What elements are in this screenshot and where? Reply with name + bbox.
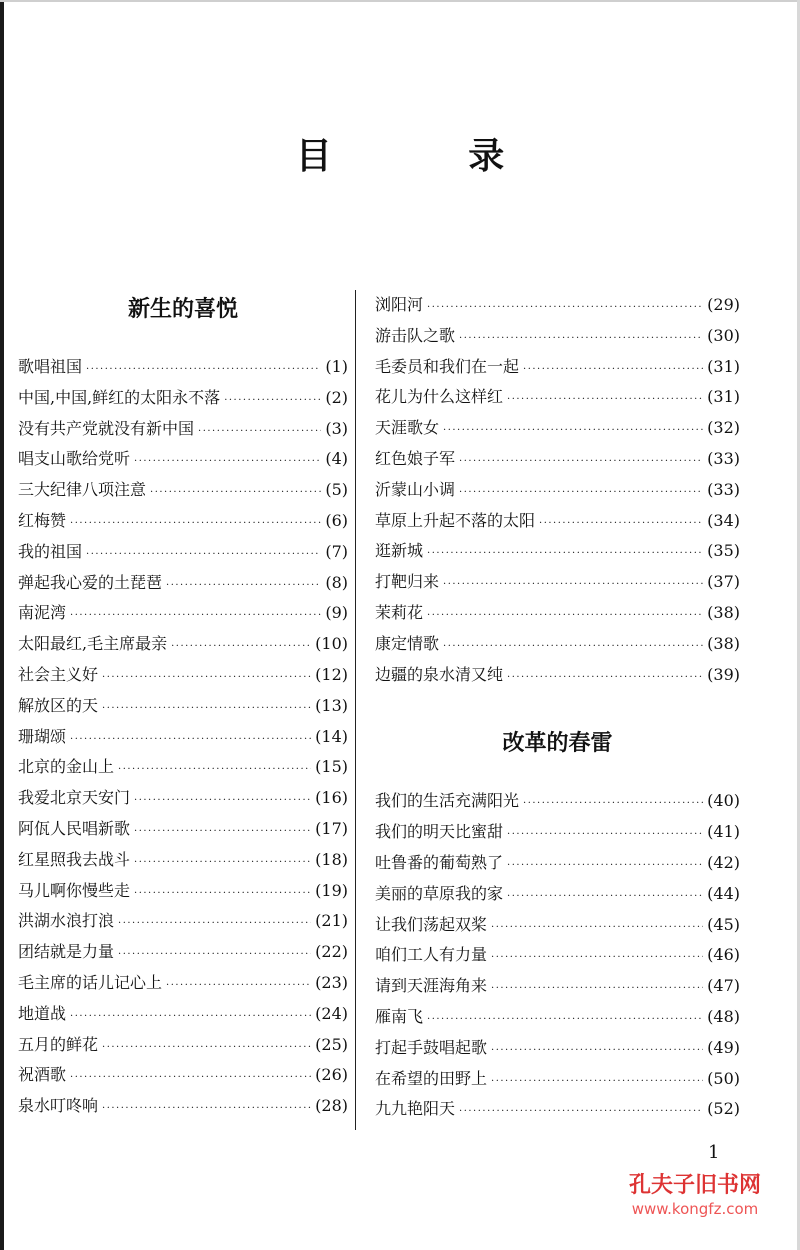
toc-leader-dots bbox=[150, 478, 321, 509]
toc-entry-title: 我爱北京天安门 bbox=[18, 788, 131, 808]
toc-entry-title: 雁南飞 bbox=[375, 1006, 424, 1026]
toc-leader-dots bbox=[443, 416, 703, 447]
toc-entry-page: (21) bbox=[315, 911, 348, 931]
toc-entry-page: (24) bbox=[315, 1003, 348, 1023]
toc-leader-dots bbox=[86, 540, 321, 571]
toc-entry-page: (13) bbox=[315, 695, 348, 715]
toc-entry-page: (49) bbox=[707, 1037, 740, 1057]
watermark-url: www.kongfz.com bbox=[631, 1200, 759, 1218]
toc-entry-title: 茉莉花 bbox=[375, 602, 424, 622]
toc-entry-page: (52) bbox=[707, 1099, 740, 1119]
toc-entry-page: (16) bbox=[315, 788, 348, 808]
toc-entry-title: 打靶归来 bbox=[375, 572, 440, 592]
toc-entry-page: (32) bbox=[707, 418, 740, 438]
toc-entry-title: 社会主义好 bbox=[18, 664, 99, 684]
toc-entry bbox=[375, 940, 740, 971]
toc-leader-dots bbox=[507, 385, 703, 416]
toc-entry-page: (4) bbox=[325, 449, 348, 469]
toc-leader-dots bbox=[507, 851, 703, 882]
toc-entry-title: 天涯歌女 bbox=[375, 418, 440, 438]
toc-entry-page: (35) bbox=[707, 541, 740, 561]
toc-entry bbox=[18, 1091, 348, 1122]
toc-leader-dots bbox=[507, 663, 703, 694]
toc-entry-page: (12) bbox=[315, 664, 348, 684]
toc-entry bbox=[18, 845, 348, 876]
toc-entry bbox=[375, 567, 740, 598]
toc-leader-dots bbox=[198, 417, 321, 448]
toc-leader-dots bbox=[507, 882, 703, 913]
toc-entry bbox=[18, 1030, 348, 1061]
toc-entry-title: 康定情歌 bbox=[375, 633, 440, 653]
toc-leader-dots bbox=[102, 1094, 311, 1125]
toc-entry-title: 三大纪律八项注意 bbox=[18, 480, 147, 500]
toc-entry-title: 洪湖水浪打浪 bbox=[18, 911, 115, 931]
toc-entry bbox=[375, 971, 740, 1002]
toc-entry bbox=[18, 1060, 348, 1091]
toc-entry bbox=[375, 660, 740, 691]
toc-entry-title: 九九艳阳天 bbox=[375, 1099, 456, 1119]
toc-entry-title: 美丽的草原我的家 bbox=[375, 883, 504, 903]
toc-entry bbox=[18, 814, 348, 845]
toc-leader-dots bbox=[171, 632, 311, 663]
page-title: 目 录 bbox=[295, 136, 567, 177]
toc-leader-dots bbox=[134, 848, 311, 879]
toc-leader-dots bbox=[102, 1033, 311, 1064]
toc-entry-page: (29) bbox=[707, 295, 740, 314]
toc-leader-dots bbox=[118, 755, 311, 786]
toc-entry-title: 解放区的天 bbox=[18, 695, 99, 715]
toc-entry bbox=[375, 1064, 740, 1095]
toc-entry-page: (19) bbox=[315, 880, 348, 900]
toc-entry bbox=[18, 352, 348, 383]
toc-entry-page: (1) bbox=[325, 357, 348, 376]
toc-entry bbox=[18, 383, 348, 414]
toc-leader-dots bbox=[491, 913, 703, 944]
toc-entry bbox=[375, 879, 740, 910]
toc-list-left bbox=[18, 352, 348, 1122]
toc-leader-dots bbox=[118, 909, 311, 940]
toc-entry-page: (17) bbox=[315, 818, 348, 838]
toc-entry bbox=[18, 876, 348, 907]
toc-entry bbox=[18, 783, 348, 814]
toc-leader-dots bbox=[70, 725, 311, 756]
toc-entry-title: 让我们荡起双桨 bbox=[375, 914, 488, 934]
toc-entry-page: (37) bbox=[707, 572, 740, 592]
toc-entry-page: (30) bbox=[707, 325, 740, 345]
toc-entry-title: 游击队之歌 bbox=[375, 325, 456, 345]
toc-entry-title: 北京的金山上 bbox=[18, 757, 115, 777]
toc-entry bbox=[375, 848, 740, 879]
toc-entry bbox=[18, 660, 348, 691]
toc-entry-title: 太阳最红,毛主席最亲 bbox=[18, 634, 168, 654]
toc-entry-page: (23) bbox=[315, 972, 348, 992]
toc-entry-page: (46) bbox=[707, 945, 740, 965]
toc-entry bbox=[375, 506, 740, 537]
toc-entry-page: (18) bbox=[315, 849, 348, 869]
toc-leader-dots bbox=[491, 1036, 703, 1067]
toc-entry bbox=[375, 910, 740, 941]
toc-leader-dots bbox=[86, 355, 321, 386]
toc-leader-dots bbox=[427, 1005, 703, 1036]
page-number: 1 bbox=[708, 1142, 720, 1163]
toc-entry-title: 地道战 bbox=[18, 1003, 67, 1023]
toc-entry bbox=[375, 1094, 740, 1125]
toc-entry-title: 五月的鲜花 bbox=[18, 1034, 99, 1054]
toc-entry bbox=[375, 786, 740, 817]
toc-entry-page: (41) bbox=[707, 822, 740, 842]
toc-entry-title: 请到天涯海角来 bbox=[375, 976, 488, 996]
toc-entry-page: (22) bbox=[315, 942, 348, 962]
toc-entry-page: (38) bbox=[707, 602, 740, 622]
toc-leader-dots bbox=[70, 1002, 311, 1033]
toc-entry-page: (34) bbox=[707, 510, 740, 530]
toc-entry-page: (33) bbox=[707, 448, 740, 468]
toc-entry bbox=[18, 999, 348, 1030]
toc-leader-dots bbox=[70, 1063, 311, 1094]
toc-entry bbox=[375, 598, 740, 629]
toc-entry-page: (8) bbox=[325, 572, 348, 592]
toc-entry bbox=[375, 444, 740, 475]
toc-entry-title: 花儿为什么这样红 bbox=[375, 387, 504, 407]
toc-entry bbox=[375, 1033, 740, 1064]
toc-leader-dots bbox=[134, 786, 311, 817]
toc-entry-page: (31) bbox=[707, 387, 740, 407]
toc-entry-title: 毛主席的话儿记心上 bbox=[18, 972, 163, 992]
toc-entry-title: 我们的生活充满阳光 bbox=[375, 791, 520, 811]
toc-entry-title: 唱支山歌给党听 bbox=[18, 449, 131, 469]
toc-entry-title: 浏阳河 bbox=[375, 295, 424, 314]
toc-leader-dots bbox=[134, 817, 311, 848]
page-edge-left bbox=[0, 0, 4, 1250]
section-gap bbox=[375, 690, 740, 724]
toc-entry bbox=[18, 444, 348, 475]
toc-entry bbox=[18, 506, 348, 537]
toc-entry-title: 红星照我去战斗 bbox=[18, 849, 131, 869]
toc-entry-title: 红梅赞 bbox=[18, 510, 67, 530]
toc-entry-title: 草原上升起不落的太阳 bbox=[375, 510, 536, 530]
toc-entry bbox=[375, 536, 740, 567]
watermark-logo: 孔夫子旧书网 bbox=[628, 1173, 761, 1198]
toc-entry-title: 在希望的田野上 bbox=[375, 1068, 488, 1088]
toc-entry bbox=[18, 691, 348, 722]
toc-entry bbox=[375, 321, 740, 352]
toc-entry bbox=[18, 568, 348, 599]
toc-entry bbox=[18, 537, 348, 568]
toc-list-right-top bbox=[375, 290, 740, 690]
toc-leader-dots bbox=[459, 478, 703, 509]
toc-entry-title: 马儿啊你慢些走 bbox=[18, 880, 131, 900]
toc-entry bbox=[18, 629, 348, 660]
toc-entry-title: 逛新城 bbox=[375, 541, 424, 561]
toc-entry bbox=[375, 413, 740, 444]
toc-left-column bbox=[18, 290, 348, 1122]
toc-entry-page: (38) bbox=[707, 633, 740, 653]
toc-entry bbox=[18, 475, 348, 506]
toc-entry-page: (26) bbox=[315, 1065, 348, 1085]
toc-entry-page: (7) bbox=[325, 541, 348, 561]
toc-entry-page: (9) bbox=[325, 603, 348, 623]
toc-entry-title: 没有共产党就没有新中国 bbox=[18, 418, 195, 438]
toc-leader-dots bbox=[523, 355, 703, 386]
toc-leader-dots bbox=[491, 1067, 703, 1098]
column-divider bbox=[355, 290, 356, 1130]
toc-entry bbox=[18, 752, 348, 783]
toc-entry-page: (42) bbox=[707, 852, 740, 872]
toc-entry-page: (5) bbox=[325, 480, 348, 500]
toc-entry-title: 沂蒙山小调 bbox=[375, 479, 456, 499]
toc-entry-page: (40) bbox=[707, 791, 740, 811]
toc-leader-dots bbox=[443, 570, 703, 601]
toc-entry bbox=[375, 1002, 740, 1033]
toc-entry-page: (44) bbox=[707, 883, 740, 903]
toc-entry-title: 祝酒歌 bbox=[18, 1065, 67, 1085]
toc-entry bbox=[375, 629, 740, 660]
toc-entry-title: 珊瑚颂 bbox=[18, 726, 67, 746]
toc-leader-dots bbox=[224, 386, 321, 417]
toc-leader-dots bbox=[102, 663, 311, 694]
toc-entry-page: (45) bbox=[707, 914, 740, 934]
toc-leader-dots bbox=[491, 974, 703, 1005]
toc-leader-dots bbox=[102, 694, 311, 725]
toc-entry-page: (15) bbox=[315, 757, 348, 777]
toc-entry-page: (48) bbox=[707, 1006, 740, 1026]
toc-entry-page: (6) bbox=[325, 510, 348, 530]
toc-leader-dots bbox=[459, 324, 703, 355]
toc-leader-dots bbox=[118, 940, 311, 971]
toc-entry-title: 红色娘子军 bbox=[375, 448, 456, 468]
toc-entry-title: 泉水叮咚响 bbox=[18, 1096, 99, 1116]
page-edge-top bbox=[0, 0, 800, 2]
toc-entry-title: 中国,中国,鲜红的太阳永不落 bbox=[18, 387, 221, 407]
section-heading-new-life: 新生的喜悦 bbox=[127, 297, 238, 322]
toc-entry-title: 吐鲁番的葡萄熟了 bbox=[375, 852, 504, 872]
toc-leader-dots bbox=[134, 447, 321, 478]
toc-leader-dots bbox=[459, 1097, 703, 1128]
toc-entry-title: 歌唱祖国 bbox=[18, 357, 83, 376]
toc-entry-title: 弹起我心爱的土琵琶 bbox=[18, 572, 163, 592]
toc-entry bbox=[375, 475, 740, 506]
toc-entry bbox=[18, 414, 348, 445]
toc-entry bbox=[18, 722, 348, 753]
toc-entry-page: (10) bbox=[315, 634, 348, 654]
toc-leader-dots bbox=[427, 293, 703, 324]
toc-entry-title: 团结就是力量 bbox=[18, 942, 115, 962]
toc-leader-dots bbox=[70, 509, 321, 540]
toc-leader-dots bbox=[166, 571, 321, 602]
toc-entry-page: (28) bbox=[315, 1096, 348, 1116]
toc-entry-page: (33) bbox=[707, 479, 740, 499]
toc-entry-page: (3) bbox=[325, 418, 348, 438]
toc-leader-dots bbox=[491, 943, 703, 974]
toc-entry bbox=[375, 290, 740, 321]
toc-leader-dots bbox=[443, 632, 703, 663]
toc-entry-page: (50) bbox=[707, 1068, 740, 1088]
toc-entry-page: (25) bbox=[315, 1034, 348, 1054]
toc-leader-dots bbox=[459, 447, 703, 478]
toc-entry bbox=[375, 817, 740, 848]
toc-entry-page: (31) bbox=[707, 356, 740, 376]
toc-entry-title: 我们的明天比蜜甜 bbox=[375, 822, 504, 842]
toc-leader-dots bbox=[507, 820, 703, 851]
toc-entry bbox=[18, 937, 348, 968]
toc-entry-page: (2) bbox=[325, 387, 348, 407]
toc-entry-page: (14) bbox=[315, 726, 348, 746]
toc-leader-dots bbox=[70, 601, 321, 632]
toc-right-column bbox=[375, 290, 740, 1125]
toc-leader-dots bbox=[134, 879, 311, 910]
toc-leader-dots bbox=[427, 539, 703, 570]
toc-entry-page: (39) bbox=[707, 664, 740, 684]
toc-entry bbox=[375, 382, 740, 413]
toc-entry-page: (47) bbox=[707, 976, 740, 996]
toc-list-right-bottom bbox=[375, 786, 740, 1125]
toc-entry-title: 咱们工人有力量 bbox=[375, 945, 488, 965]
toc-entry bbox=[18, 906, 348, 937]
toc-entry-title: 边疆的泉水清又纯 bbox=[375, 664, 504, 684]
toc-entry bbox=[375, 352, 740, 383]
toc-leader-dots bbox=[523, 789, 703, 820]
toc-entry-title: 毛委员和我们在一起 bbox=[375, 356, 520, 376]
toc-entry bbox=[18, 598, 348, 629]
section-heading-reform: 改革的春雷 bbox=[502, 731, 613, 757]
toc-leader-dots bbox=[427, 601, 703, 632]
toc-entry bbox=[18, 968, 348, 999]
toc-entry-title: 阿佤人民唱新歌 bbox=[18, 818, 131, 838]
toc-entry-title: 南泥湾 bbox=[18, 603, 67, 623]
toc-entry-title: 打起手鼓唱起歌 bbox=[375, 1037, 488, 1057]
toc-entry-title: 我的祖国 bbox=[18, 541, 83, 561]
toc-leader-dots bbox=[166, 971, 311, 1002]
toc-leader-dots bbox=[539, 509, 703, 540]
